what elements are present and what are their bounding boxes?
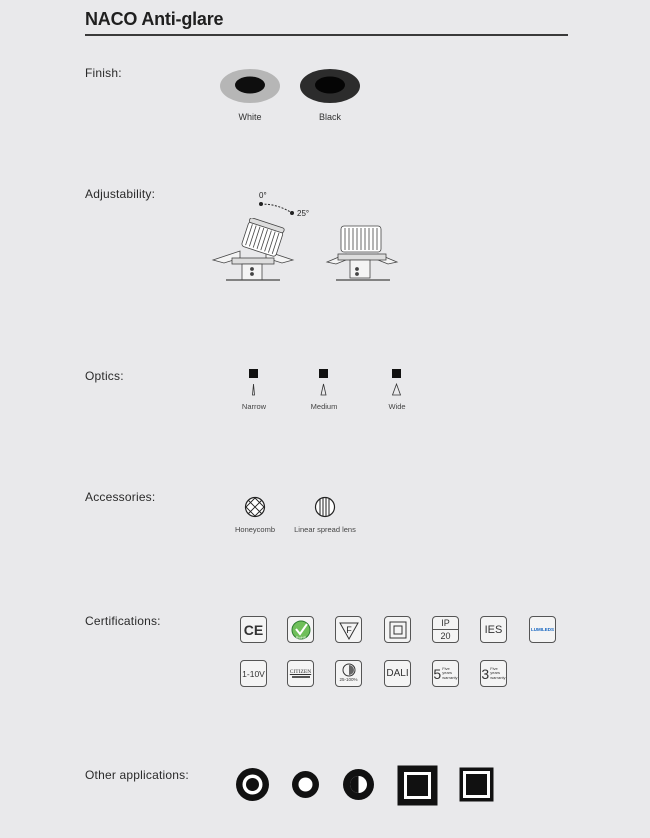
tilt-arc-icon — [256, 200, 298, 218]
class-ii-cert-icon — [384, 616, 411, 643]
other-applications-label: Other applications: — [85, 768, 189, 782]
beam-narrow-caption: Narrow — [241, 402, 267, 411]
honeycomb-caption: Honeycomb — [234, 525, 276, 534]
f-mark-text: F — [345, 624, 352, 635]
ip-rating-text: 20 — [440, 631, 451, 641]
finish-label: Finish: — [85, 66, 122, 80]
citizen-cert-icon — [287, 660, 314, 687]
angle-end-label: 25° — [297, 209, 310, 218]
square-small-icon[interactable] — [459, 767, 494, 802]
round-small-icon[interactable] — [291, 770, 320, 799]
finish-black-caption: Black — [318, 112, 341, 122]
f-mark-cert-icon — [335, 616, 362, 643]
warranty-5-cert-icon — [432, 660, 459, 687]
ip20-cert-icon — [432, 616, 459, 643]
finish-white-caption: White — [238, 112, 262, 122]
warranty-5-text-3: warranty — [442, 674, 458, 680]
adjustability-label: Adjustability: — [85, 187, 156, 201]
ip-text: IP — [433, 617, 458, 630]
citizen-text: CITIZEN — [289, 669, 312, 675]
angle-start-label: 0° — [259, 191, 267, 200]
square-large-icon[interactable] — [397, 765, 438, 806]
linear-spread-lens-icon[interactable] — [314, 496, 336, 518]
title-divider — [85, 34, 568, 36]
dimming-range-text: 25-100% — [339, 677, 358, 682]
beam-wide-caption: Wide — [388, 402, 406, 411]
beam-medium-icon[interactable] — [317, 368, 331, 398]
certifications-label: Certifications: — [85, 614, 161, 628]
ies-cert-icon: IES — [480, 616, 507, 643]
ce-cert-icon: CE — [240, 616, 267, 643]
dali-cert-icon: DALI — [384, 660, 411, 687]
dim-1-10v-cert-icon: 1-10V — [240, 660, 267, 687]
warranty-5-text-1: Five — [442, 665, 450, 671]
dimming-range-cert-icon — [335, 660, 362, 687]
straight-fixture-icon — [324, 222, 400, 284]
warranty-3-text-2: years — [490, 670, 500, 676]
beam-wide-icon[interactable] — [390, 368, 404, 398]
warranty-3-text-3: warranty — [490, 674, 506, 680]
rohs-text: RoHS — [295, 634, 306, 640]
finish-black-swatch-icon[interactable] — [299, 68, 361, 104]
page-title: NACO Anti-glare — [85, 9, 224, 29]
round-dual-icon[interactable] — [342, 768, 375, 801]
lumileds-cert-icon: LUMILEDS — [529, 616, 556, 643]
beam-narrow-icon[interactable] — [247, 368, 261, 398]
finish-white-swatch-icon[interactable] — [219, 68, 281, 104]
linear-spread-lens-caption: Linear spread lens — [294, 525, 356, 534]
warranty-3-text-1: Five — [490, 665, 498, 671]
tilted-fixture-icon — [210, 218, 296, 284]
accessories-label: Accessories: — [85, 490, 156, 504]
rohs-cert-icon — [287, 616, 314, 643]
warranty-5-number: 5 — [433, 665, 442, 682]
citizen-bar — [292, 676, 310, 678]
round-trimless-icon[interactable] — [235, 767, 270, 802]
honeycomb-icon[interactable] — [244, 496, 266, 518]
warranty-3-number: 3 — [481, 665, 490, 682]
optics-label: Optics: — [85, 369, 124, 383]
beam-medium-caption: Medium — [310, 402, 338, 411]
warranty-5-text-2: years — [442, 670, 452, 676]
warranty-3-cert-icon — [480, 660, 507, 687]
